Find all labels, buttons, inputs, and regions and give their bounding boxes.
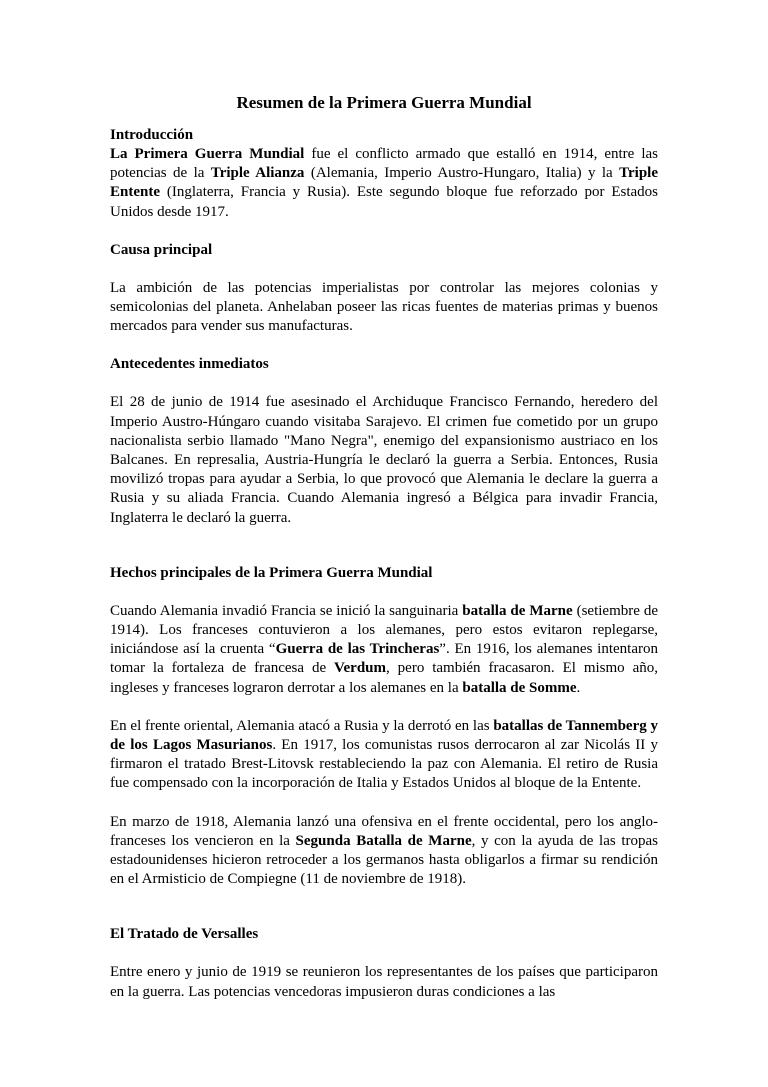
- hechos-p2-text-2: . En 1917, los comunistas rusos derrocaron al zar Nicolás II y firmaron el tratado Brest-Litovsk restableciendo la paz con Alemania. El retiro de Rusia fue compensado con la incorporación de Italia y Estados Unidos al bloque de la Entente.: [110, 737, 658, 792]
- hechos-paragraph-3: [110, 813, 658, 890]
- document-page: [110, 93, 658, 1002]
- hechos-p1-text-5: .: [576, 679, 581, 696]
- hechos-p1-text-2: (setiembre de 1914). Los franceses contuvieron a los alemanes, pero estos evitaron replegarse, iniciándose así la cruenta “: [110, 602, 658, 658]
- causa-heading: Causa principal: [110, 241, 213, 258]
- intro-text-2: (Alemania, Imperio Austro-Hungaro, Italia) y la: [304, 165, 620, 182]
- hechos-paragraph-1: [110, 602, 658, 698]
- hechos-p1-text-3: ”. En 1916, los alemanes intentaron tomar la fortaleza de francesa de: [110, 641, 658, 677]
- hechos-p3-text-2: , y con la ayuda de las tropas estadounidenses hicieron retroceder a los germanos hasta obligarlos a firmar su rendición en el Armisticio de Compiegne (11 de noviembre de 1918).: [110, 832, 659, 888]
- intro-heading: Introducción: [110, 127, 194, 143]
- hechos-paragraph-2: [110, 717, 658, 794]
- tratado-heading: El Tratado de Versalles: [110, 926, 259, 943]
- intro-bold-primera-guerra: La Primera Guerra Mundial: [110, 146, 305, 162]
- hechos-p3-text-1: En marzo de 1918, Alemania lanzó una ofensiva en el frente occidental, pero los anglo-franceses los vencieron en la: [110, 813, 658, 849]
- document-title: Resumen de la Primera Guerra Mundial: [236, 93, 532, 112]
- hechos-p1-text-1: Cuando Alemania invadió Francia se inició la sanguinaria: [110, 602, 463, 619]
- antecedentes-heading: Antecedentes inmediatos: [110, 356, 269, 373]
- intro-paragraph: [110, 145, 658, 222]
- hechos-bold-somme: batalla de Somme: [462, 679, 577, 696]
- intro-text-3: (Inglaterra, Francia y Rusia). Este segundo bloque fue reforzado por Estados Unidos desde 1917.: [110, 184, 658, 220]
- intro-text-1: fue el conflicto armado que estalló en 1914, entre las potencias de la: [110, 146, 658, 182]
- hechos-bold-trincheras: Guerra de las Trincheras: [275, 641, 440, 658]
- antecedentes-paragraph: El 28 de junio de 1914 fue asesinado el Archiduque Francisco Fernando, heredero del Imperio Austro-Húngaro cuando visitaba Sarajevo. El crimen fue cometido por un grupo nacionalista serbio llamado "Mano Negra", enemigo del expansionismo austriaco en los Balcanes. En represalia, Austria-Hungría le declaró la guerra a Serbia. Entonces, Rusia movilizó tropas para ayudar a Serbia, lo que provocó que Alemania le declare la guerra a Rusia y su aliada Francia. Cuando Alemania ingresó a Bélgica para invadir Francia, Inglaterra le declaró la guerra.: [110, 394, 658, 526]
- intro-bold-triple-entente: Triple Entente: [110, 165, 658, 201]
- tratado-paragraph: Entre enero y junio de 1919 se reunieron los representantes de los países que participaron en la guerra. Las potencias vencedoras impusieron duras condiciones a las: [110, 964, 658, 1000]
- hechos-bold-tannemberg: batallas de Tannemberg y de los Lagos Masurianos: [110, 717, 658, 754]
- hechos-p2-text-1: En el frente oriental, Alemania atacó a Rusia y la derrotó en las: [110, 717, 494, 734]
- hechos-p1-text-4: , pero también fracasaron. El mismo año, ingleses y franceses lograron derrotar a los alemanes en la: [110, 660, 658, 696]
- hechos-bold-segunda-marne: Segunda Batalla de Marne: [295, 832, 472, 849]
- hechos-heading: Hechos principales de la Primera Guerra Mundial: [110, 564, 433, 581]
- causa-paragraph: La ambición de las potencias imperialistas por controlar las mejores colonias y semicolonias del planeta. Anhelaban poseer las ricas fuentes de materias primas y buenos mercados para vender sus manufacturas.: [110, 279, 658, 335]
- hechos-bold-verdum: Verdum: [334, 660, 386, 677]
- hechos-bold-batalla-marne: batalla de Marne: [462, 602, 573, 619]
- intro-bold-triple-alianza: Triple Alianza: [210, 165, 305, 182]
